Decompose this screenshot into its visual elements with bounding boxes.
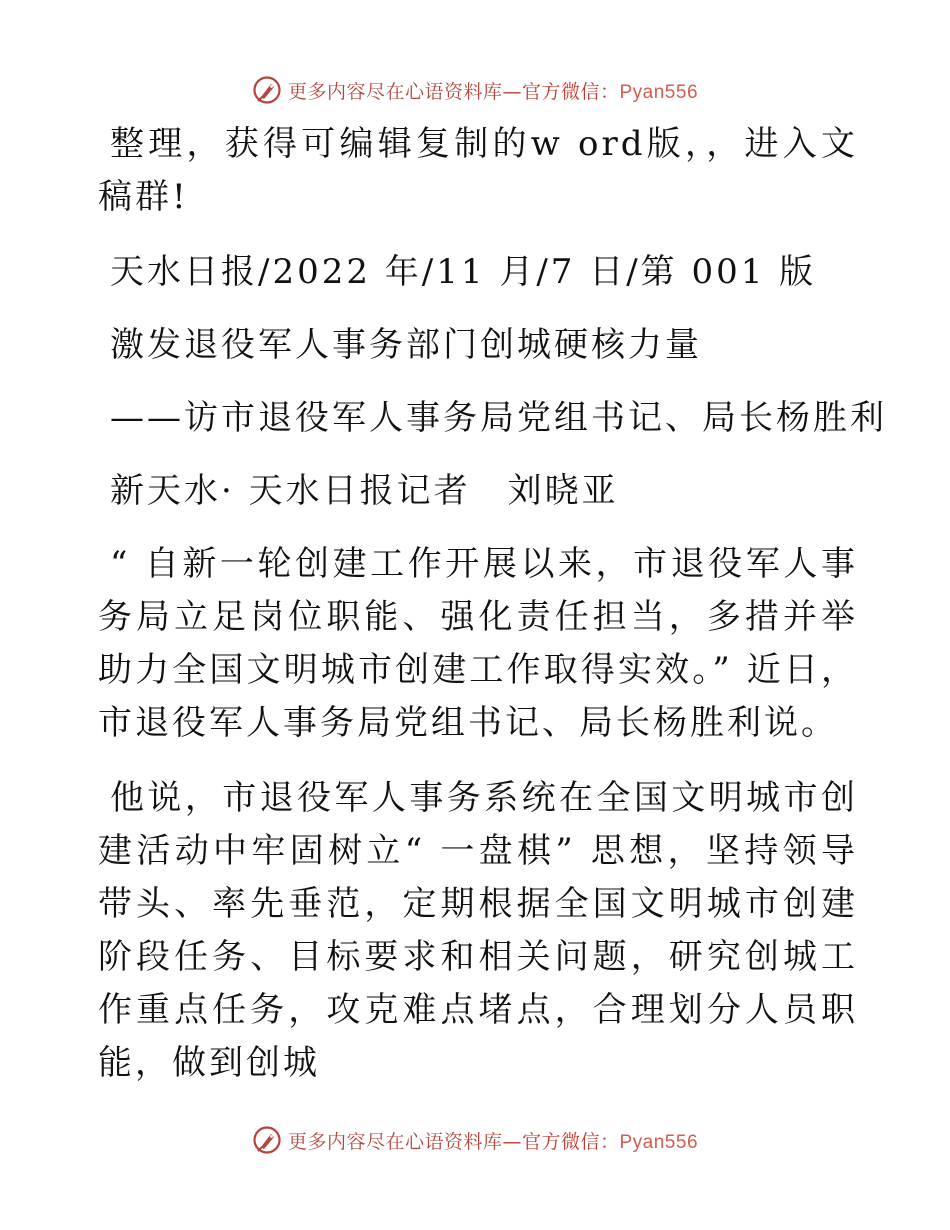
pen-nib-circle-icon — [252, 75, 282, 105]
pen-nib-circle-icon — [252, 1125, 282, 1155]
watermark-wechat-id: Pyan556 — [619, 1131, 699, 1153]
document-body — [98, 118, 887, 1090]
watermark-separator: — — [502, 1130, 522, 1153]
dateline: 天水日报/2022 年/11 月/7 日/第 001 版 — [110, 252, 817, 292]
watermark-brand: 更多内容尽在心语资料库 — [287, 80, 503, 103]
subheadline: ——访市退役军人事务局党组书记、局长杨胜利 — [110, 398, 887, 438]
header-watermark-banner — [0, 70, 950, 110]
footer-watermark-banner — [0, 1120, 950, 1160]
intro-text: 整理，获得可编辑复制的w ord版，，进入文稿群! — [98, 124, 858, 217]
watermark-text — [288, 1127, 698, 1154]
watermark-wechat-label: 官方微信： — [521, 80, 620, 103]
byline: 新天水· 天水日报记者 刘晓亚 — [110, 471, 619, 511]
body-paragraph: 他说，市退役军人事务系统在全国文明城市创建活动中牢固树立“ 一盘棋” 思想，坚持领导带头、率先垂范，定期根据全国文明城市创建阶段任务、目标要求和相关问题，研究创城工作重点任务，攻克难点堵点，合理划分人员职能，做到创城 — [98, 778, 858, 1083]
body-paragraph: “ 自新一轮创建工作开展以来，市退役军人事务局立足岗位职能、强化责任担当，多措并举助力全国文明城市创建工作取得实效。” 近日，市退役军人事务局党组书记、局长杨胜利说。 — [98, 544, 858, 743]
watermark-wechat-id: Pyan556 — [619, 81, 699, 103]
watermark-text — [288, 77, 698, 104]
watermark-separator: — — [502, 80, 522, 103]
headline: 激发退役军人事务部门创城硬核力量 — [110, 325, 702, 365]
watermark-wechat-label: 官方微信： — [521, 1130, 620, 1153]
watermark-brand: 更多内容尽在心语资料库 — [287, 1130, 503, 1153]
